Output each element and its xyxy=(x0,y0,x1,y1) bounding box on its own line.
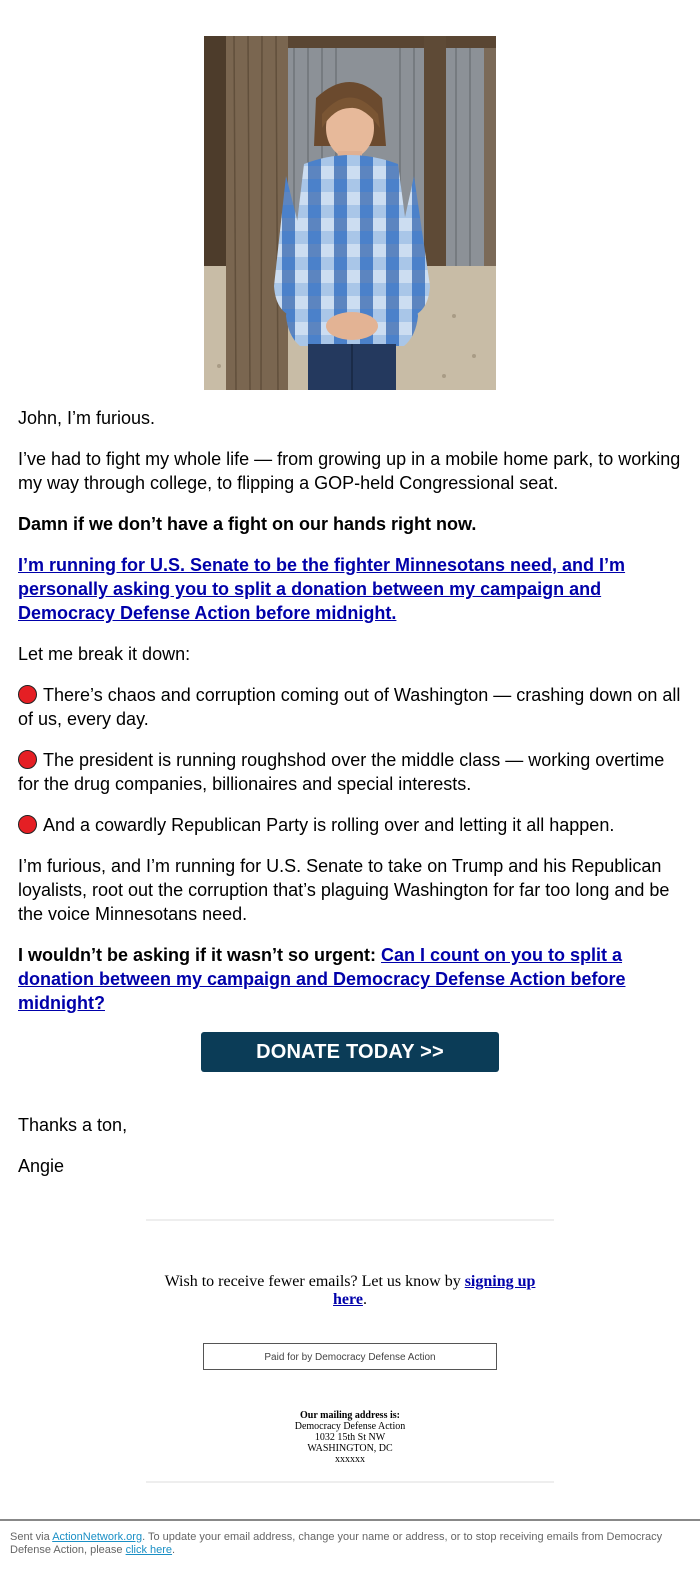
mailing-address xyxy=(146,1410,554,1465)
signature: Angie xyxy=(18,1156,65,1176)
signing-up-here-link[interactable]: signing up here xyxy=(333,1273,536,1308)
address-line: WASHINGTON, DC xyxy=(307,1443,393,1454)
donation-ask-link[interactable]: I’m running for U.S. Senate to be the fighter Minnesotans need, and I’m personally asking you to split a donation between my campaign and Democracy Defense Action before midnight. xyxy=(18,555,626,623)
greeting: John, I’m furious. xyxy=(18,408,156,428)
fewer-emails-suffix: . xyxy=(362,1291,367,1308)
donate-row xyxy=(18,1032,682,1072)
address-line: 1032 15th St NW xyxy=(314,1432,386,1443)
donate-button[interactable]: DONATE TODAY >> xyxy=(201,1032,499,1072)
click-here-link[interactable]: click here xyxy=(125,1544,173,1556)
candidate-photo xyxy=(204,36,496,390)
bottom-bar-end: . xyxy=(172,1544,176,1556)
paragraph-running: I’m furious, and I’m running for U.S. Senate to take on Trump and his Republican loyalists, root out the corruption that’s plaguing Washington for far too long and be the voice Minnesotans need. xyxy=(18,856,670,924)
bullet-text: The president is running roughshod over the middle class — working overtime for the drug companies, billionaires and special interests. xyxy=(18,750,665,794)
address-line: xxxxxx xyxy=(335,1454,365,1465)
paragraph-break-it-down: Let me break it down: xyxy=(18,644,191,664)
address-line: Democracy Defense Action xyxy=(294,1421,406,1432)
actionnetwork-link[interactable]: ActionNetwork.org xyxy=(52,1531,143,1543)
candidate-photo-illustration xyxy=(204,36,496,390)
action-network-footer xyxy=(0,1519,700,1557)
red-circle-icon xyxy=(18,815,37,834)
paragraph-fight-now: Damn if we don’t have a fight on our hands right now. xyxy=(18,514,477,534)
red-circle-icon xyxy=(18,750,37,769)
fewer-emails-prefix: Wish to receive fewer emails? Let us know by xyxy=(164,1273,465,1290)
footer-divider-top xyxy=(146,1219,554,1221)
email-body xyxy=(18,0,682,1178)
bullet-item xyxy=(18,683,682,731)
paragraph-life-story: I’ve had to fight my whole life — from growing up in a mobile home park, to working my way through college, to flipping a GOP-held Congressional seat. xyxy=(18,449,681,493)
update-email-text: . To update your email address, change your name or address, or to stop receiving emails from Democracy Defense Action, please xyxy=(10,1531,663,1556)
signoff: Thanks a ton, xyxy=(18,1115,128,1135)
bullet-text: There’s chaos and corruption coming out of Washington — crashing down on all of us, every day. xyxy=(18,685,681,729)
sent-via-prefix: Sent via xyxy=(10,1531,53,1543)
paid-for-box: Paid for by Democracy Defense Action xyxy=(203,1343,497,1370)
paragraph-urgent xyxy=(18,943,682,1015)
red-circle-icon xyxy=(18,685,37,704)
bullet-text: And a cowardly Republican Party is rolling over and letting it all happen. xyxy=(43,815,615,835)
mailing-address-label: Our mailing address is: xyxy=(300,1410,400,1421)
footer-divider-bottom xyxy=(146,1481,554,1483)
fewer-emails-text xyxy=(146,1273,554,1309)
footer xyxy=(146,1219,554,1483)
paragraph-ask xyxy=(18,553,682,625)
bullet-item xyxy=(18,748,682,796)
urgent-lead-text: I wouldn’t be asking if it wasn’t so urgent: xyxy=(18,945,377,965)
bullet-item xyxy=(18,813,682,837)
count-on-you-link[interactable]: Can I count on you to split a donation between my campaign and Democracy Defense Action before midnight? xyxy=(18,945,626,1013)
